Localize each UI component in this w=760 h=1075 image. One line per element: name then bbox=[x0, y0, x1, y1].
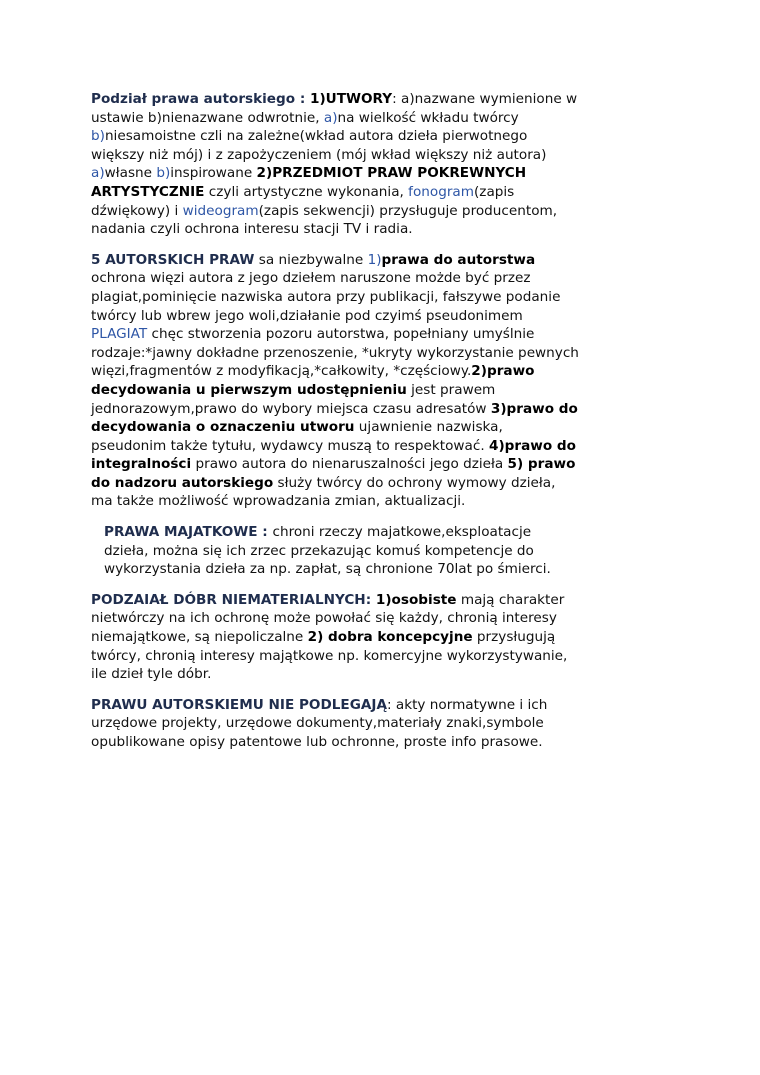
bold-text: prawa do autorstwa bbox=[381, 251, 536, 268]
text-run: plagiat,pominięcie nazwiska autora przy publikacji, fałszywe podanie bbox=[91, 288, 561, 305]
text-run: prawo autora do nienaruszalności jego dzieła bbox=[191, 456, 508, 473]
highlighted-text: b) bbox=[156, 165, 171, 182]
text-line bbox=[91, 109, 606, 128]
text-line bbox=[91, 307, 606, 326]
bold-text: 4)prawo do bbox=[488, 437, 576, 454]
text-run: ile dzieł tyle dóbr. bbox=[91, 666, 212, 683]
text-line bbox=[91, 325, 606, 344]
text-line bbox=[91, 418, 606, 437]
highlighted-text: a) bbox=[323, 109, 338, 126]
text-run: dzieła, można się ich zrzec przekazując komuś kompetencje do bbox=[104, 542, 534, 559]
highlighted-text: wideogram bbox=[182, 202, 259, 219]
text-run: więzi,fragmentów z modyfikacją,*całkowity, *częściowy. bbox=[91, 363, 472, 380]
paragraph bbox=[91, 696, 606, 752]
text-run: chęc stworzenia pozoru autorstwa, popełniany umyślnie bbox=[147, 326, 535, 343]
text-line bbox=[91, 665, 606, 684]
text-line bbox=[91, 437, 606, 456]
text-run: dźwiękowy) i bbox=[91, 202, 183, 219]
text-run: na wielkość wkładu twórcy bbox=[337, 109, 519, 126]
text-run: czyli artystyczne wykonania, bbox=[204, 183, 409, 200]
text-line bbox=[91, 647, 606, 666]
text-line bbox=[91, 455, 606, 474]
text-run: niemajątkowe, są niepoliczalne bbox=[91, 629, 308, 646]
text-line bbox=[104, 560, 606, 579]
text-line bbox=[91, 127, 606, 146]
bold-text: 2)prawo bbox=[471, 363, 535, 380]
text-run: (zapis bbox=[474, 183, 515, 200]
highlighted-text: a) bbox=[91, 165, 105, 182]
bold-text: 5) prawo bbox=[507, 456, 576, 473]
text-line bbox=[91, 714, 606, 733]
bold-text: ARTYSTYCZNIE bbox=[91, 183, 205, 200]
text-line bbox=[104, 523, 606, 542]
document-body bbox=[91, 90, 606, 764]
text-line bbox=[91, 400, 606, 419]
text-run: przysługują bbox=[472, 629, 556, 646]
text-line bbox=[91, 251, 606, 270]
section-heading: PRAWU AUTORSKIEMU NIE PODLEGAJĄ bbox=[91, 696, 387, 713]
text-run: : akty normatywne i ich bbox=[386, 696, 548, 713]
text-run: inspirowane bbox=[170, 165, 257, 182]
text-run: urzędowe projekty, urzędowe dokumenty,materiały znaki,symbole bbox=[91, 715, 544, 732]
bold-text: 1)osobiste bbox=[375, 591, 457, 608]
bold-text: 3)prawo do bbox=[490, 400, 578, 417]
section-heading: Podział prawa autorskiego : bbox=[91, 91, 311, 107]
text-run: nadania czyli ochrona interesu stacji TV i radia. bbox=[91, 221, 413, 238]
text-run: twórcy, chronią interesy majątkowe np. komercyjne wykorzystywanie, bbox=[91, 647, 568, 664]
text-run: służy twórcy do ochrony wymowy dzieła, bbox=[273, 474, 556, 491]
text-line bbox=[91, 269, 606, 288]
text-run: pseudonim także tytułu, wydawcy muszą to respektować. bbox=[91, 437, 489, 454]
highlighted-text: 1) bbox=[367, 251, 382, 268]
bold-text: decydowania u pierwszym udostępnieniu bbox=[91, 381, 407, 398]
text-run: rodzaje:*jawny dokładne przenoszenie, *ukryty wykorzystanie pewnych bbox=[91, 344, 579, 361]
text-run: ma także możliwość wprowadzania zmian, aktualizacji. bbox=[91, 493, 466, 510]
text-run: mają charakter bbox=[456, 591, 565, 608]
text-line bbox=[91, 183, 606, 202]
text-run: ochrona więzi autora z jego dziełem naruszone możde być przez bbox=[91, 270, 531, 287]
text-run: twórcy lub wbrew jego woli,działanie pod czyimś pseudonimem bbox=[91, 307, 523, 324]
paragraph bbox=[91, 523, 606, 579]
text-run: większy niż mój) i z zapożyczeniem (mój wkład większy niż autora) bbox=[91, 146, 547, 163]
bold-text: do nadzoru autorskiego bbox=[91, 474, 274, 491]
highlighted-text: fonogram bbox=[408, 183, 474, 200]
text-line bbox=[91, 591, 606, 610]
text-run: jednorazowym,prawo do wybory miejsca czasu adresatów bbox=[91, 400, 491, 417]
bold-text: integralności bbox=[91, 456, 192, 473]
text-line bbox=[91, 220, 606, 239]
text-run: ujawnienie nazwiska, bbox=[354, 419, 503, 436]
text-line bbox=[91, 362, 606, 381]
text-line bbox=[91, 381, 606, 400]
bold-text: 2)PRZEDMIOT PRAW POKREWNYCH bbox=[256, 165, 527, 182]
text-line bbox=[91, 202, 606, 221]
paragraph bbox=[91, 591, 606, 684]
text-line bbox=[91, 492, 606, 511]
text-run: ustawie b)nienazwane odwrotnie, bbox=[91, 109, 324, 126]
bold-text: decydowania o oznaczeniu utworu bbox=[91, 419, 355, 436]
text-run: sa niezbywalne bbox=[254, 251, 368, 268]
text-run: nietwórczy na ich ochronę może powołać się każdy, chronią interesy bbox=[91, 610, 557, 627]
text-run: (zapis sekwencji) przysługuje producentom, bbox=[258, 202, 558, 219]
text-line bbox=[91, 609, 606, 628]
text-run: chroni rzeczy majatkowe,eksploatacje bbox=[272, 524, 532, 541]
text-line bbox=[91, 696, 606, 715]
paragraph bbox=[91, 251, 606, 511]
text-line bbox=[91, 90, 606, 109]
text-line bbox=[91, 164, 606, 183]
highlighted-text: PLAGIAT bbox=[91, 326, 148, 343]
section-heading: PODZAIAŁ DÓBR NIEMATERIALNYCH: bbox=[91, 591, 376, 608]
text-line bbox=[91, 474, 606, 493]
paragraph bbox=[91, 90, 606, 239]
text-run: wykorzystania dzieła za np. zapłat, są chronione 70lat po śmierci. bbox=[104, 561, 551, 578]
text-line bbox=[91, 733, 606, 752]
text-line bbox=[91, 146, 606, 165]
text-run: własne bbox=[104, 165, 157, 182]
text-line bbox=[91, 344, 606, 363]
text-line bbox=[104, 542, 606, 561]
section-heading: 5 AUTORSKICH PRAW bbox=[91, 251, 255, 268]
text-run: jest prawem bbox=[406, 381, 496, 398]
bold-text: 1)UTWORY bbox=[310, 91, 393, 107]
highlighted-text: b) bbox=[91, 128, 105, 145]
text-run: opublikowane opisy patentowe lub ochronne, proste info prasowe. bbox=[91, 734, 543, 750]
text-run: : a)nazwane wymienione w bbox=[392, 91, 578, 107]
text-line bbox=[91, 628, 606, 647]
section-heading: PRAWA MAJATKOWE : bbox=[104, 524, 273, 541]
text-line bbox=[91, 288, 606, 307]
text-run: niesamoistne czli na zależne(wkład autora dzieła pierwotnego bbox=[104, 128, 528, 145]
bold-text: 2) dobra koncepcyjne bbox=[307, 629, 473, 646]
